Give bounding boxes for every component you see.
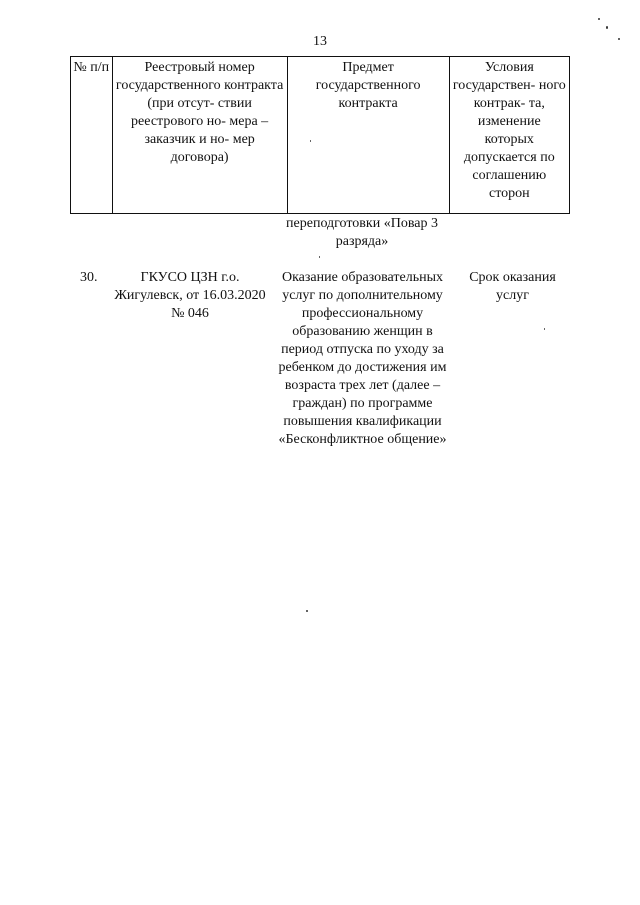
header-change-conditions: Условия государствен- ного контрак- та, изменение которых допускается по соглашению сторон: [449, 57, 569, 214]
page-number: 13: [313, 34, 327, 49]
row-conditions: Срок оказания услуг: [469, 270, 556, 303]
header-contract-subject: Предмет государственного контракта: [287, 57, 449, 214]
scan-speck: [606, 26, 608, 29]
row-registry: ГКУСО ЦЗН г.о. Жигулевск, от 16.03.2020 № 046: [114, 270, 266, 321]
table-row: [70, 269, 570, 469]
scan-speck: [319, 256, 320, 258]
scan-speck: [306, 610, 308, 612]
continued-subject-text: переподготовки «Повар 3 разряда»: [286, 216, 438, 249]
table-header-row: [71, 57, 570, 214]
header-number: № п/п: [71, 57, 113, 214]
scan-speck: [310, 140, 311, 142]
scan-speck: [544, 328, 545, 330]
header-registry-number: Реестровый номер государственного контракта (при отсут- ствии реестрового но- мера – заказчик и но- мер договора): [112, 57, 287, 214]
row-number: 30.: [80, 270, 98, 285]
scan-speck: [598, 18, 600, 20]
row-subject: Оказание образовательных услуг по дополнительному профессиональному образованию женщин в период отпуска по уходу за ребенком до достижения им возраста трех лет (далее – граждан) по программе повышения квалификации «Бесконфликтное общение»: [278, 270, 447, 447]
contracts-table-header: [70, 56, 570, 214]
scan-speck: [618, 38, 620, 40]
